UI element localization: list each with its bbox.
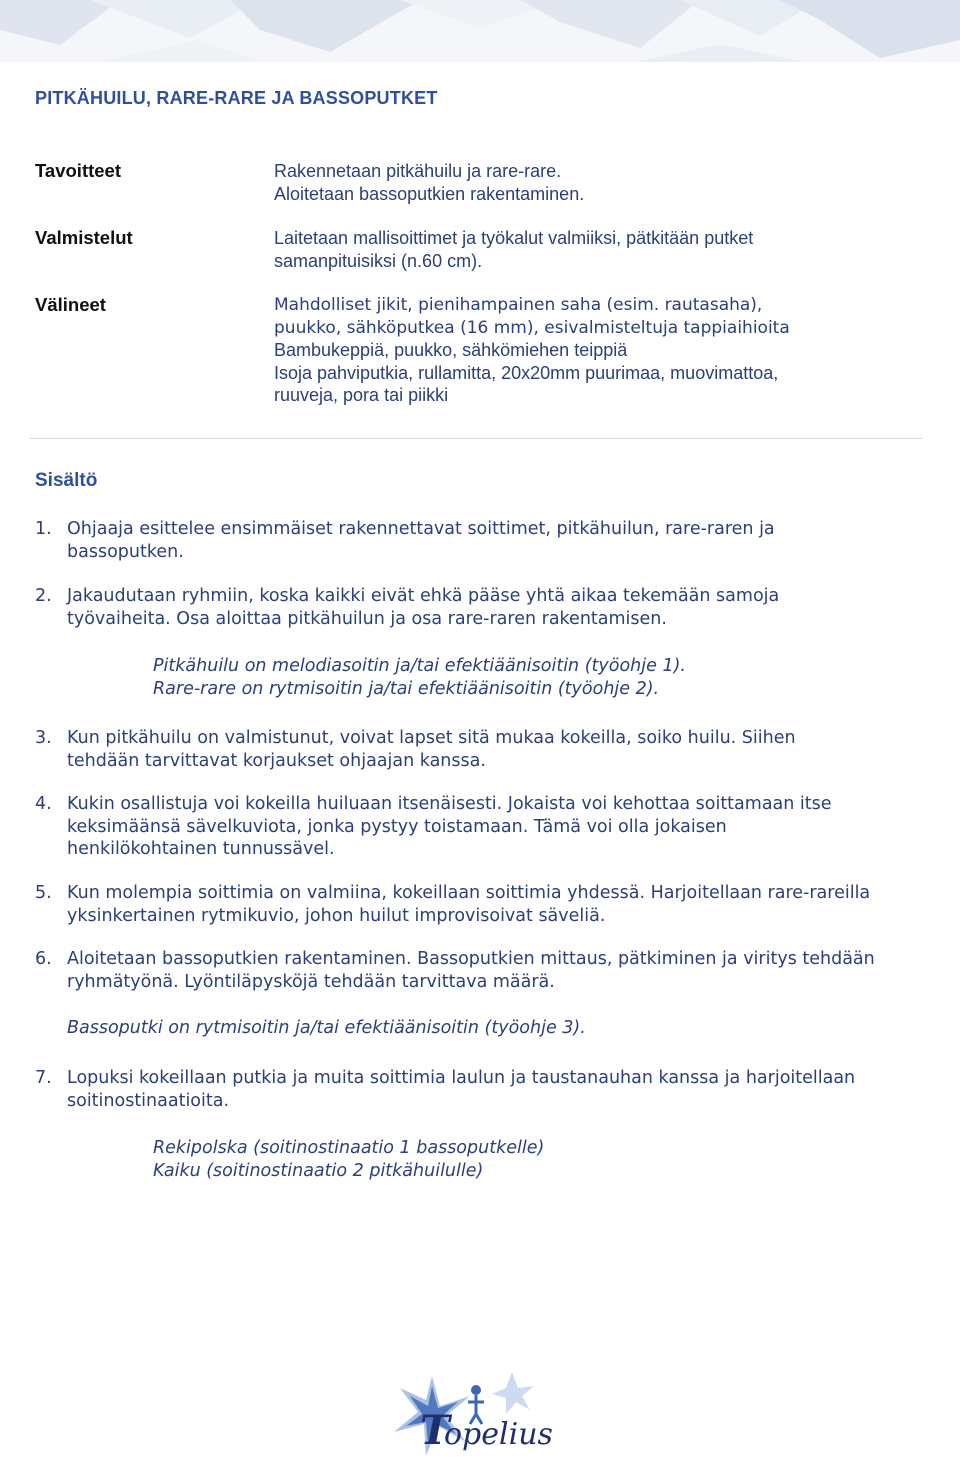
step-line: yksinkertainen rytmikuvio, johon huilut improvisoivat säveliä.: [67, 905, 606, 926]
step-line: Kun pitkähuilu on valmistunut, voivat lapset sitä mukaa kokeilla, soiko huilu. Siihen: [67, 728, 796, 748]
topelius-logo: [392, 1372, 578, 1468]
step-line: Aloitetaan bassoputkien rakentaminen. Bassoputkien mittaus, pätkiminen ja viritys tehdään: [67, 949, 875, 969]
step-number: 6.: [35, 949, 52, 969]
step-line: ryhmätyönä. Lyöntiläpysköjä tehdään tarvittava määrä.: [67, 971, 555, 992]
section-divider: [30, 438, 922, 439]
preparation-line: Bambukeppiä, puukko, sähkömiehen teippiä: [274, 340, 628, 360]
step-line: Lopuksi kokeillaan putkia ja muita soittimia laulun ja taustanauhan kanssa ja harjoitellaan: [67, 1068, 856, 1088]
note-line: Kaiku (soitinostinaatio 2 pitkähuilulle): [153, 1160, 484, 1181]
step-line: Jakaudutaan ryhmiin, koska kaikki eivät ehkä pääse yhtä aikaa tekemään samoja: [67, 586, 780, 606]
step-line: Kukin osallistuja voi kokeilla huiluaan itsenäisesti. Jokaista voi kehottaa soittamaan itse: [67, 794, 832, 814]
preparation-line: ruuveja, pora tai piikki: [274, 385, 449, 405]
step-line: tehdään tarvittavat korjaukset ohjaajan kanssa.: [67, 750, 486, 771]
step-line: henkilökohtainen tunnussävel.: [67, 839, 335, 859]
note-line: Pitkähuilu on melodiasoitin ja/tai efektiäänisoitin (työohje 1).: [153, 656, 686, 676]
preparation-line: puukko, sähköputkea (16 mm), esivalmisteltuja tappiaihioita: [274, 317, 790, 338]
step-line: työvaiheita. Osa aloittaa pitkähuilun ja osa rare-raren rakentamisen.: [67, 608, 667, 629]
note-line: Bassoputki on rytmisoitin ja/tai efektiäänisoitin (työohje 3).: [67, 1018, 586, 1038]
step-line: soitinostinaatioita.: [67, 1090, 230, 1111]
step-number: 7.: [35, 1068, 52, 1088]
instrument-note: [67, 1017, 586, 1040]
preparation-label: Tavoitteet: [35, 160, 122, 181]
preparation-line: Aloitetaan bassoputkien rakentaminen.: [274, 183, 585, 204]
note-line: Rekipolska (soitinostinaatio 1 bassoputkelle): [153, 1138, 545, 1158]
preparation-line: Rakennetaan pitkähuilu ja rare-rare.: [274, 161, 562, 181]
step-number: 2.: [35, 586, 52, 606]
step-line: bassoputken.: [67, 541, 184, 562]
step-line: Ohjaaja esittelee ensimmäiset rakennettavat soittimet, pitkähuilun, rare-raren ja: [67, 519, 775, 539]
step-number: 5.: [35, 883, 52, 903]
svg-text:opelius: opelius: [444, 1417, 553, 1452]
page-title: PITKÄHUILU, RARE-RARE JA BASSOPUTKET: [35, 88, 438, 108]
preparation-line: Isoja pahviputkia, rullamitta, 20x20mm puurimaa, muovimattoa,: [274, 362, 779, 383]
preparation-line: samanpituisiksi (n.60 cm).: [274, 250, 483, 271]
svg-text:T: T: [420, 1407, 450, 1454]
step-line: keksimäänsä sävelkuviota, jonka pystyy toistamaan. Tämä voi olla jokaisen: [67, 816, 727, 837]
step-number: 3.: [35, 728, 52, 748]
preparation-line: Mahdolliset jikit, pienihampainen saha (esim. rautasaha),: [274, 295, 763, 315]
ostinato-note: [153, 1137, 544, 1182]
preparation-label: Valmistelut: [35, 227, 133, 248]
content-heading: Sisältö: [35, 470, 98, 491]
header-banner-decoration: [0, 0, 960, 70]
preparation-line: Laitetaan mallisoittimet ja työkalut valmiiksi, pätkitään putket: [274, 228, 754, 248]
step-number: 1.: [35, 519, 52, 539]
step-line: Kun molempia soittimia on valmiina, kokeillaan soittimia yhdessä. Harjoitellaan rare-rareilla: [67, 883, 871, 903]
instrument-note: [153, 655, 686, 700]
step-number: 4.: [35, 794, 52, 814]
note-line: Rare-rare on rytmisoitin ja/tai efektiäänisoitin (työohje 2).: [153, 678, 660, 699]
preparation-label: Välineet: [35, 294, 106, 315]
